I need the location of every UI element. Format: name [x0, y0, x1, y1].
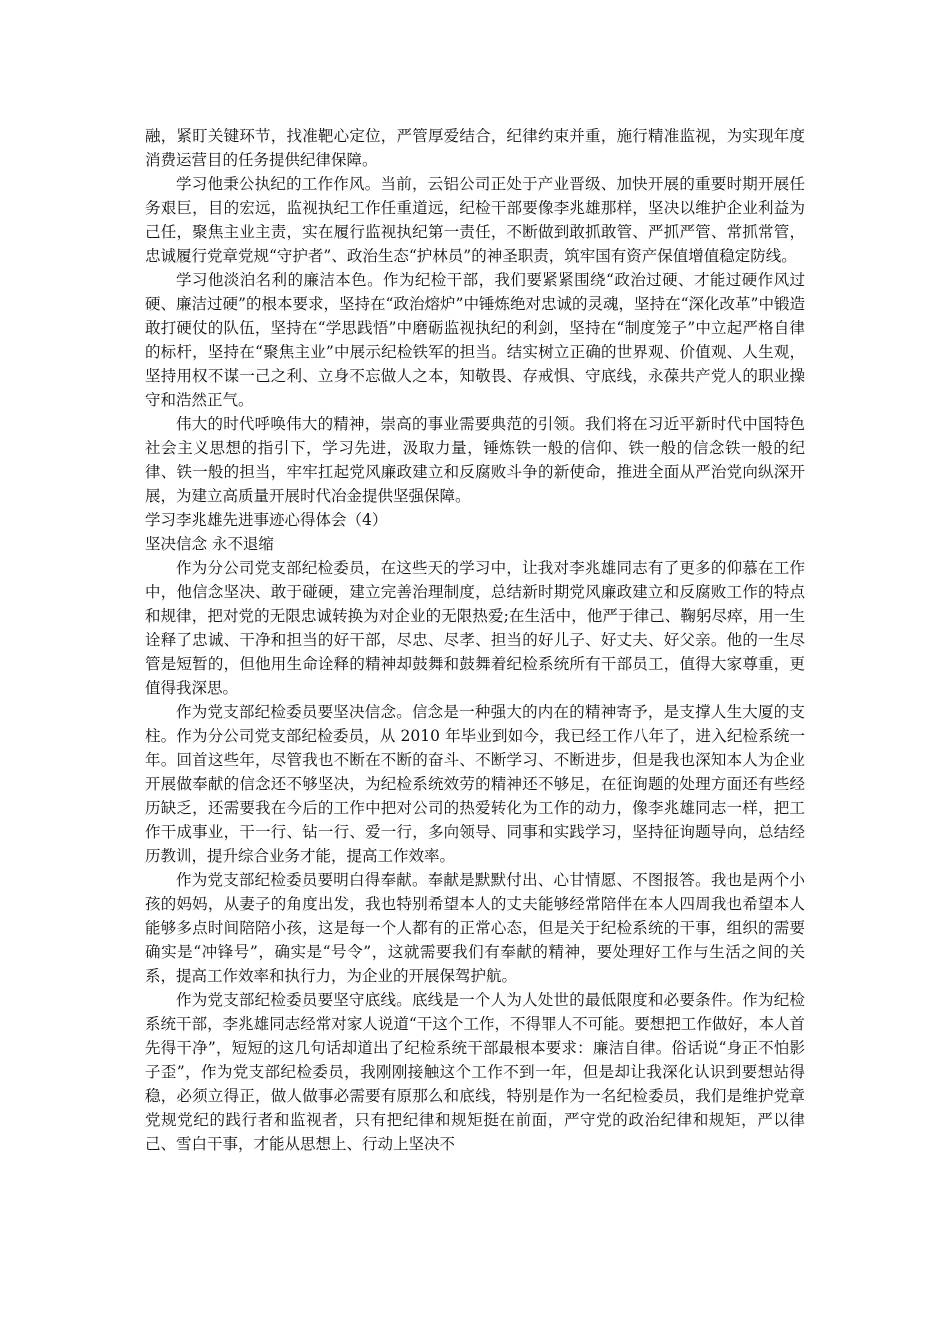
paragraph-intro: 作为分公司党支部纪检委员，在这些天的学习中，让我对李兆雄同志有了更多的仰慕在工作中，他信念坚决、敢于碰硬，建立完善治理制度，总结新时期党风廉政建立和反腐败工作的特点和规律，把对党的无限忠诚转换为对企业的无限热爱;在生活中，他严于律己、鞠躬尽瘁，用一生诠释了忠诚、干净和担当的好干部，尽忠、尽孝、担当的好儿子、好丈夫、好父亲。他的一生尽管是短暂的，但他用生命诠释的精神却鼓舞和鼓舞着纪检系统所有干部员工，值得大家尊重，更值得我深思。	[145, 559, 805, 697]
paragraph-dedication: 作为党支部纪检委员要明白得奉献。奉献是默默付出、心甘情愿、不图报答。我也是两个小孩的妈妈，从妻子的角度出发，我也特别希望本人的丈夫能够经常陪伴在本人四周我也希望本人能够多点时间陪陪小孩，这是每一个人都有的正常心态，但是关于纪检系统的干事，组织的需要确实是“冲锋号”，确实是“号令”，这就需要我们有奉献的精神，要处理好工作与生活之间的关系，提高工作效率和执行力，为企业的开展保驾护航。	[145, 871, 805, 985]
paragraph-integrity: 学习他淡泊名利的廉洁本色。作为纪检干部，我们要紧紧围绕“政治过硬、才能过硬作风过硬、廉洁过硬”的根本要求，坚持在“政治熔炉”中锤炼绝对忠诚的灵魂，坚持在“深化改革”中锻造敢打硬仗的队伍，坚持在“学思践悟”中磨砺监视执纪的利剑，坚持在“制度笼子”中立起严格自律的标杆，坚持在“聚焦主业”中展示纪检铁军的担当。结实树立正确的世界观、价值观、人生观，坚持用权不谋一己之利、立身不忘做人之本，知敬畏、存戒惧、守底线，永葆共产党人的职业操守和浩然正气。	[145, 271, 805, 409]
document-body	[145, 124, 805, 1156]
paragraph-bottom-line: 作为党支部纪检委员要坚守底线。底线是一个人为人处世的最低限度和必要条件。作为纪检系统干部，李兆雄同志经常对家人说道“干这个工作，不得罪人不可能。要想把工作做好，本人首先得干净”，短短的这几句话却道出了纪检系统干部最根本要求：廉洁自律。俗话说“身正不怕影子歪”，作为党支部纪检委员，我刚刚接触这个工作不到一年，但是却让我深化认识到要想站得稳，必须立得正，做人做事必需要有原那么和底线，特别是作为一名纪检委员，我们是维护党章党规党纪的践行者和监视者，只有把纪律和规矩挺在前面，严守党的政治纪律和规矩，严以律己、雪白干事，才能从思想上、行动上坚决不	[145, 991, 805, 1153]
paragraph-work-style: 学习他秉公执纪的工作作风。当前，云铝公司正处于产业晋级、加快开展的重要时期开展任务艰巨，目的宏远，监视执纪工作任重道远，纪检干部要像李兆雄那样，坚决以维护企业利益为己任，聚焦主业主责，实在履行监视执纪第一责任，不断做到敢抓敢管、严抓严管、常抓常管，忠诚履行党章党规“守护者”、政治生态“护林员”的神圣职责，筑牢国有资产保值增值稳定防线。	[145, 175, 805, 265]
section-subheading: 坚决信念 永不退缩	[145, 535, 274, 553]
paragraph-continuation: 融，紧盯关键环节，找准靶心定位，严管厚爱结合，纪律约束并重，施行精准监视，为实现年度消费运营目的任务提供纪律保障。	[145, 127, 805, 169]
paragraph-firm-belief: 作为党支部纪检委员要坚决信念。信念是一种强大的内在的精神寄予，是支撑人生大厦的支柱。作为分公司党支部纪检委员，从 2010 年毕业到如今，我已经工作八年了，进入纪检系统一年。回首这些年，尽管我也不断在不断的奋斗、不断学习、不断进步，但是我也深知本人为企业开展做奉献的信念还不够坚决，为纪检系统效劳的精神还不够足，在征询题的处理方面还有些经历缺乏，还需要我在今后的工作中把对公司的热爱转化为工作的动力，像李兆雄同志一样，把工作干成事业，干一行、钻一行、爱一行，多向领导、同事和实践学习，坚持征询题导向，总结经历教训，提升综合业务才能，提高工作效率。	[145, 703, 805, 865]
paragraph-great-era: 伟大的时代呼唤伟大的精神，崇高的事业需要典范的引领。我们将在习近平新时代中国特色社会主义思想的指引下，学习先进，汲取力量，锤炼铁一般的信仰、铁一般的信念铁一般的纪律、铁一般的担当，牢牢扛起党风廉政建立和反腐败斗争的新使命，推进全面从严治党向纵深开展，为建立高质量开展时代冶金提供坚强保障。	[145, 415, 805, 505]
section-heading: 学习李兆雄先进事迹心得体会（4）	[145, 511, 388, 529]
